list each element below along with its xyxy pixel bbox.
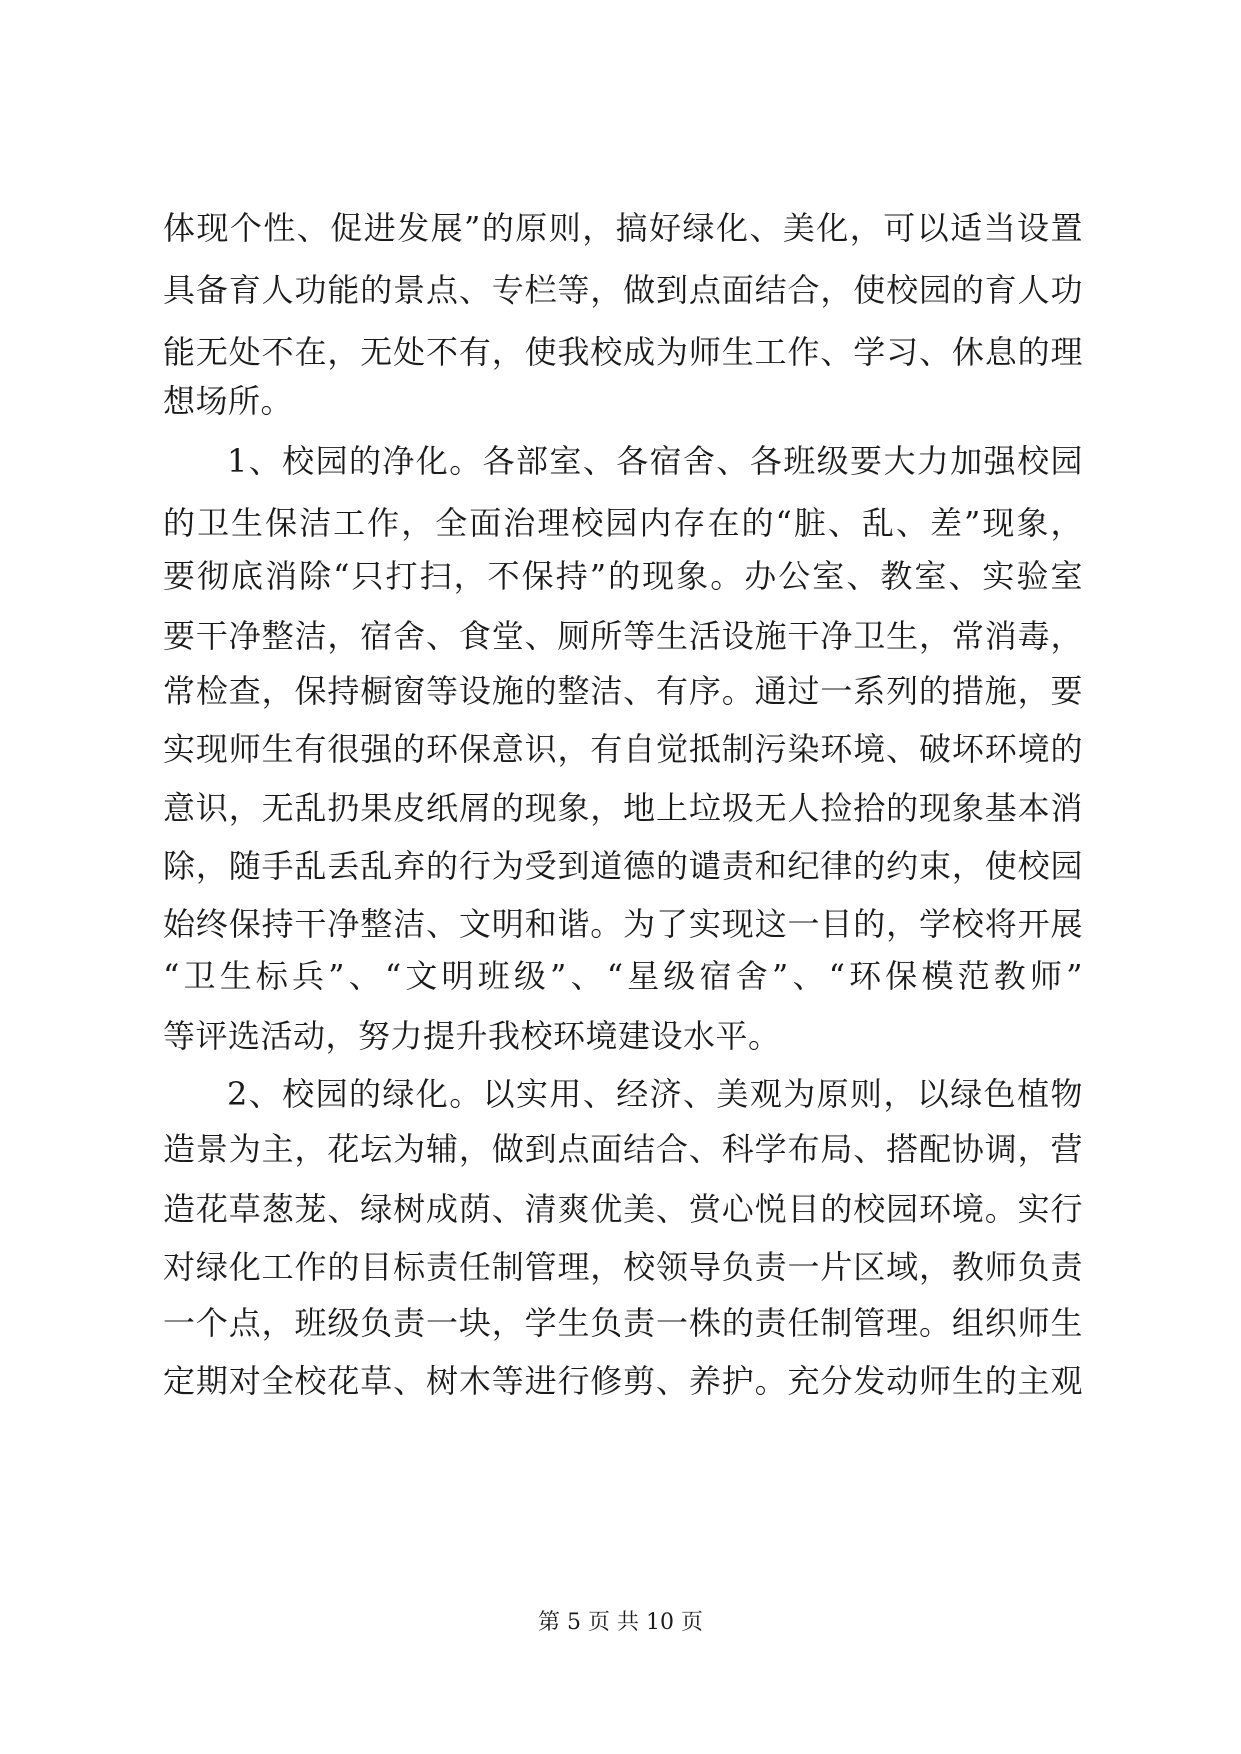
paragraph-2-line-5: 常检查，保持橱窗等设施的整洁、有序。通过一系列的措施，要 <box>163 672 1083 710</box>
page-number-footer: 第 5 页 共 10 页 <box>538 1610 703 1635</box>
paragraph-3-line-5: 一个点，班级负责一块，学生负责一株的责任制管理。组织师生 <box>163 1304 1083 1342</box>
paragraph-1-line-1: 体现个性、促进发展”的原则，搞好绿化、美化，可以适当设置 <box>163 209 1083 247</box>
paragraph-3-line-3: 造花草葱茏、绿树成荫、清爽优美、赏心悦目的校园环境。实行 <box>163 1190 1083 1228</box>
paragraph-2-line-11: 等评选活动，努力提升我校环境建设水平。 <box>163 1017 781 1055</box>
paragraph-3-line-4: 对绿化工作的目标责任制管理，校领导负责一片区域，教师负责 <box>163 1248 1083 1286</box>
paragraph-1-line-2: 具备育人功能的景点、专栏等，做到点面结合，使校园的育人功 <box>163 271 1083 309</box>
paragraph-2-line-7: 意识，无乱扔果皮纸屑的现象，地上垃圾无人捡拾的现象基本消 <box>163 789 1083 827</box>
paragraph-2-line-10: “卫生标兵”、“文明班级”、“星级宿舍”、“环保模范教师” <box>163 957 1083 995</box>
paragraph-3-line-1: 2、校园的绿化。以实用、经济、美观为原则，以绿色植物 <box>227 1075 1083 1113</box>
paragraph-2-line-6: 实现师生有很强的环保意识，有自觉抵制污染环境、破坏环境的 <box>163 730 1083 768</box>
paragraph-3-line-6: 定期对全校花草、树木等进行修剪、养护。充分发动师生的主观 <box>163 1362 1083 1400</box>
paragraph-3-line-2: 造景为主，花坛为辅，做到点面结合、科学布局、搭配协调，营 <box>163 1130 1083 1168</box>
paragraph-2-line-9: 始终保持干净整洁、文明和谐。为了实现这一目的，学校将开展 <box>163 905 1083 943</box>
paragraph-1-line-4: 想场所。 <box>163 382 294 420</box>
paragraph-2-line-1: 1、校园的净化。各部室、各宿舍、各班级要大力加强校园 <box>227 442 1083 480</box>
paragraph-2-line-4: 要干净整洁，宿舍、食堂、厕所等生活设施干净卫生，常消毒， <box>163 617 1083 655</box>
paragraph-2-line-3: 要彻底消除“只打扫，不保持”的现象。办公室、教室、实验室 <box>163 557 1083 595</box>
paragraph-2-line-8: 除，随手乱丢乱弃的行为受到道德的谴责和纪律的约束，使校园 <box>163 847 1083 885</box>
paragraph-1-line-3: 能无处不在，无处不有，使我校成为师生工作、学习、休息的理 <box>163 333 1083 371</box>
paragraph-2-line-2: 的卫生保洁工作，全面治理校园内存在的“脏、乱、差”现象， <box>163 504 1083 542</box>
